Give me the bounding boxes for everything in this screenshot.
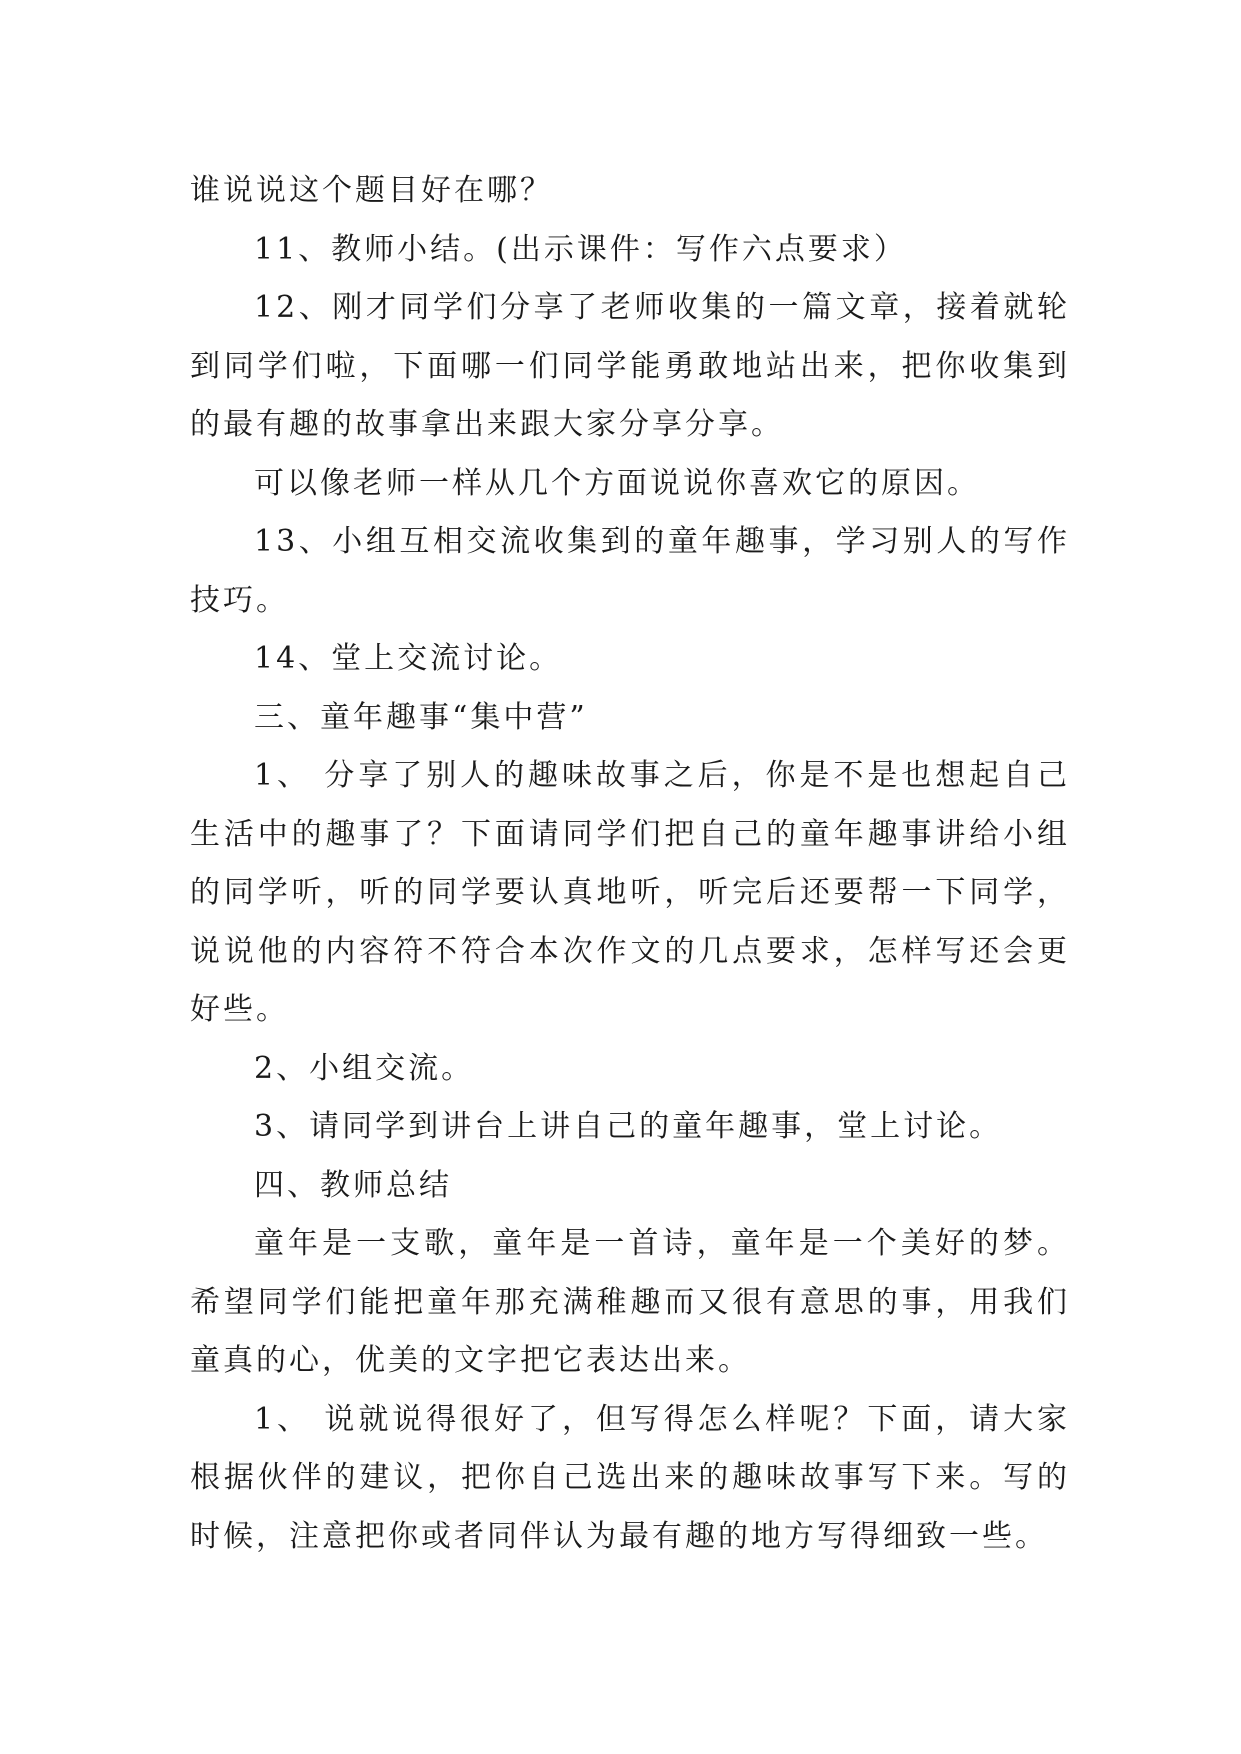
- paragraph-reason: 可以像老师一样从几个方面说说你喜欢它的原因。: [254, 465, 980, 501]
- paragraph-section3-item-1: 1、 分享了别人的趣味故事之后，你是不是也想起自己生活中的趣事了？下面请同学们把自己的童年趣事讲给小组的同学听，听的同学要认真地听，听完后还要帮一下同学，说说他的内容符不符合本次作文的几点要求，怎样写还会更好些。: [190, 758, 1070, 1027]
- paragraph-section4-item-1: 1、 说就说得很好了，但写得怎么样呢？下面，请大家根据伙伴的建议，把你自己选出来的趣味故事写下来。写的时候，注意把你或者同伴认为最有趣的地方写得细致一些。: [190, 1401, 1070, 1554]
- paragraph-question: 谁说说这个题目好在哪？: [190, 173, 553, 208]
- section-heading-4: 四、教师总结: [254, 1167, 452, 1203]
- paragraph-step-12: 12、刚才同学们分享了老师收集的一篇文章，接着就轮到同学们啦，下面哪一们同学能勇敢地站出来，把你收集到的最有趣的故事拿出来跟大家分享分享。: [190, 290, 1070, 442]
- paragraph-section3-item-2: 2、小组交流。: [254, 1050, 475, 1086]
- document-body: [190, 162, 1070, 1566]
- paragraph-section3-item-3: 3、请同学到讲台上讲自己的童年趣事，堂上讨论。: [254, 1109, 1003, 1144]
- paragraph-step-14: 14、堂上交流讨论。: [254, 641, 563, 676]
- paragraph-summary: 童年是一支歌，童年是一首诗，童年是一个美好的梦。希望同学们能把童年那充满稚趣而又很有意思的事，用我们童真的心，优美的文字把它表达出来。: [190, 1226, 1070, 1378]
- paragraph-step-13: 13、小组互相交流收集到的童年趣事，学习别人的写作技巧。: [190, 524, 1070, 618]
- paragraph-step-11: 11、教师小结。(出示课件：写作六点要求）: [254, 231, 907, 267]
- section-heading-3: 三、童年趣事“集中营”: [254, 699, 588, 735]
